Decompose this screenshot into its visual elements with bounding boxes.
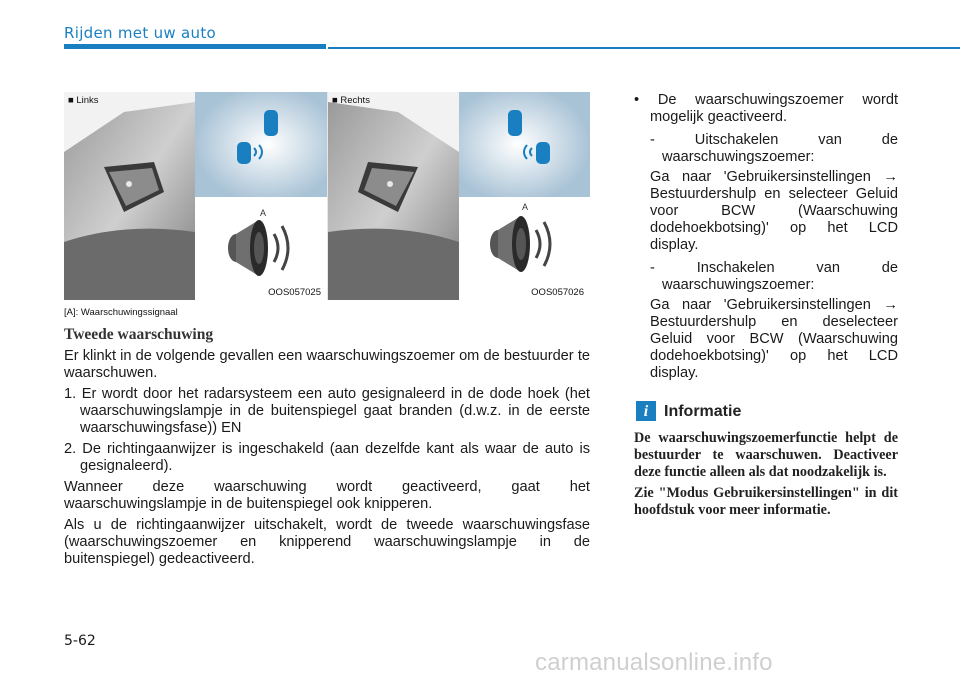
marker-a: A — [260, 208, 267, 218]
section-title: Tweede waarschuwing — [64, 326, 214, 343]
paragraph-line: Wanneer deze waarschuwing wordt geactiveerd, gaat het — [64, 479, 590, 495]
figure-panel-left — [64, 92, 327, 300]
figure-panel-right — [328, 92, 590, 300]
info-paragraph: De waarschuwingszoemerfunctie helpt de bestuurder te waarschuwen. Deactiveer deze functie alleen als dat noodzakelijk is. — [634, 430, 898, 480]
figure-code-right: OOS057026 — [531, 287, 584, 298]
figure-caption: [A]: Waarschuwingssignaal — [64, 307, 178, 318]
sub-item: - Inschakelen van de waarschuwingszoemer: — [650, 260, 898, 293]
header-rule-thick — [64, 44, 326, 49]
header-rule-thin — [328, 47, 960, 49]
watermark: carmanualsonline.info — [535, 649, 773, 676]
instruction-text: Ga naar 'Gebruikersinstellingen → Bestuurdershulp en deselecteer Geluid voor BCW (Waarschuwing dodehoekbotsing)' op het LCD display. — [650, 297, 898, 381]
figure-code-left: OOS057025 — [268, 287, 321, 298]
info-paragraph: Zie "Modus Gebruikersinstellingen" in dit hoofdstuk voor meer informatie. — [634, 485, 898, 518]
paragraph-line: waarschuwingslampje in de buitenspiegel ook knipperen. — [64, 496, 433, 512]
info-title — [636, 403, 741, 421]
figure-caption-right: ■ Rechts — [332, 95, 370, 106]
left-column — [64, 348, 590, 572]
paragraph: Als u de richtingaanwijzer uitschakelt, wordt de tweede waarschuwingsfase (waarschuwingszoemer en knipperend waarschuwingslampje in de buitenspiegel) gedeactiveerd. — [64, 517, 590, 567]
info-title-text: Informatie — [664, 403, 742, 420]
instruction-text: Ga naar 'Gebruikersinstellingen → Bestuurdershulp en selecteer Geluid voor BCW (Waarschuwing dodehoekbotsing)' op het LCD display. — [650, 169, 898, 253]
info-icon: i — [636, 401, 656, 421]
mirror-car-illustration-left — [64, 92, 327, 300]
marker-a: A — [522, 202, 529, 212]
bullet-item: • De waarschuwingszoemer wordt mogelijk geactiveerd. — [634, 92, 898, 125]
page-number: 5-62 — [64, 633, 96, 649]
list-item: 2. De richtingaanwijzer is ingeschakeld (aan dezelfde kant als waar de auto is gesignaleerd). — [64, 441, 590, 474]
figure-caption-left: ■ Links — [68, 95, 99, 106]
list-item: 1. Er wordt door het radarsysteem een auto gesignaleerd in de dode hoek (het waarschuwingslampje in de buitenspiegel gaat branden (d.w.z. in de eerste waarschuwingsfase)) EN — [64, 386, 590, 436]
blind-spot-figure — [64, 92, 590, 300]
chapter-title: Rijden met uw auto — [64, 24, 216, 42]
mirror-car-illustration-right — [328, 92, 590, 300]
intro-paragraph: Er klinkt in de volgende gevallen een waarschuwingszoemer om de bestuurder te waarschuwen. — [64, 348, 590, 381]
info-body — [634, 430, 898, 523]
sub-item: - Uitschakelen van de waarschuwingszoemer: — [650, 132, 898, 165]
right-column — [634, 92, 898, 385]
